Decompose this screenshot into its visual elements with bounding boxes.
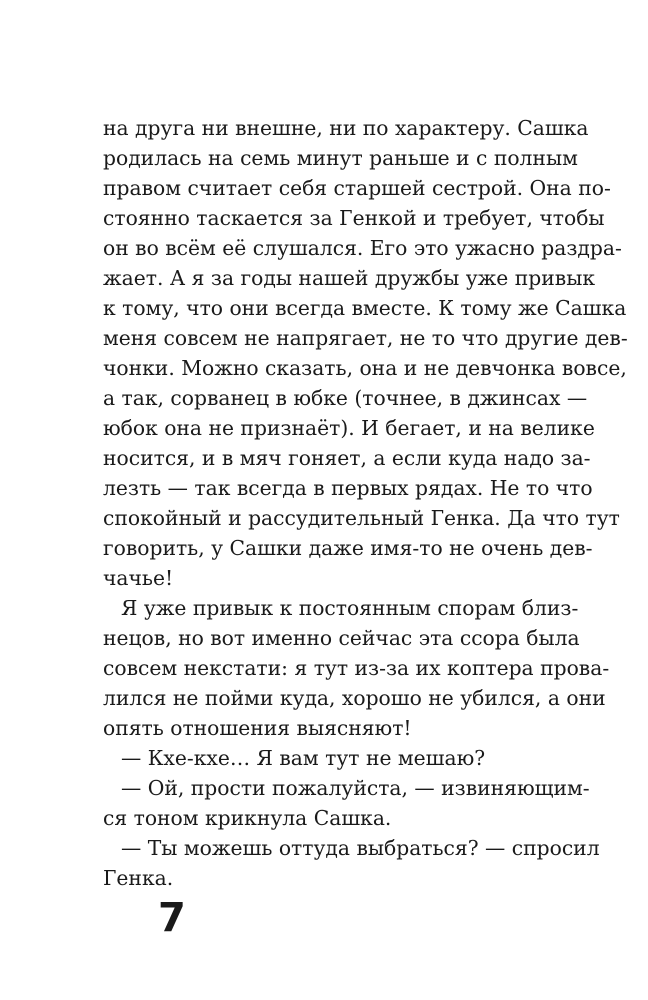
text-line: нецов, но вот именно сейчас эта ссора была — [103, 626, 580, 650]
text-line: лился не пойми куда, хорошо не убился, а они — [103, 686, 606, 710]
page-number: 7 — [158, 895, 186, 941]
text-line: меня совсем не напрягает, не то что другие дев- — [103, 326, 628, 350]
text-line: носится, и в мяч гоняет, а если куда надо за- — [103, 446, 591, 470]
text-line: жает. А я за годы нашей дружбы уже привык — [103, 266, 596, 290]
text-line: правом считает себя старшей сестрой. Она по- — [103, 176, 611, 200]
text-line: на друга ни внешне, ни по характеру. Сашка — [103, 116, 589, 140]
text-line: чонки. Можно сказать, она и не девчонка вовсе, — [103, 356, 627, 380]
text-line: к тому, что они всегда вместе. К тому же Сашка — [103, 296, 627, 320]
text-line-paragraph-start: Я уже привык к постоянным спорам близ- — [121, 596, 579, 620]
text-line-paragraph-end: чачье! — [103, 566, 174, 590]
text-line: стоянно таскается за Генкой и требует, чтобы — [103, 206, 605, 230]
text-line: юбок она не признаёт). И бегает, и на велике — [103, 416, 595, 440]
text-line: говорить, у Сашки даже имя-то не очень дев- — [103, 536, 593, 560]
dialogue-line-end: ся тоном крикнула Сашка. — [103, 806, 392, 830]
text-line: родилась на семь минут раньше и с полным — [103, 146, 578, 170]
text-line: он во всём её слушался. Его это ужасно раздра- — [103, 236, 622, 260]
dialogue-line-end: Генка. — [103, 866, 174, 890]
body-text — [103, 113, 628, 893]
text-line: спокойный и рассудительный Генка. Да что тут — [103, 506, 620, 530]
dialogue-line: — Кхе-кхе… Я вам тут не мешаю? — [121, 746, 486, 770]
text-line-paragraph-end: опять отношения выясняют! — [103, 716, 412, 740]
text-line: а так, сорванец в юбке (точнее, в джинсах — — [103, 386, 588, 410]
text-line: совсем некстати: я тут из-за их коптера прова- — [103, 656, 610, 680]
dialogue-line: — Ой, прости пожалуйста, — извиняющим- — [121, 776, 590, 800]
text-line: лезть — так всегда в первых рядах. Не то что — [103, 476, 593, 500]
dialogue-line: — Ты можешь оттуда выбраться? — спросил — [121, 836, 600, 860]
